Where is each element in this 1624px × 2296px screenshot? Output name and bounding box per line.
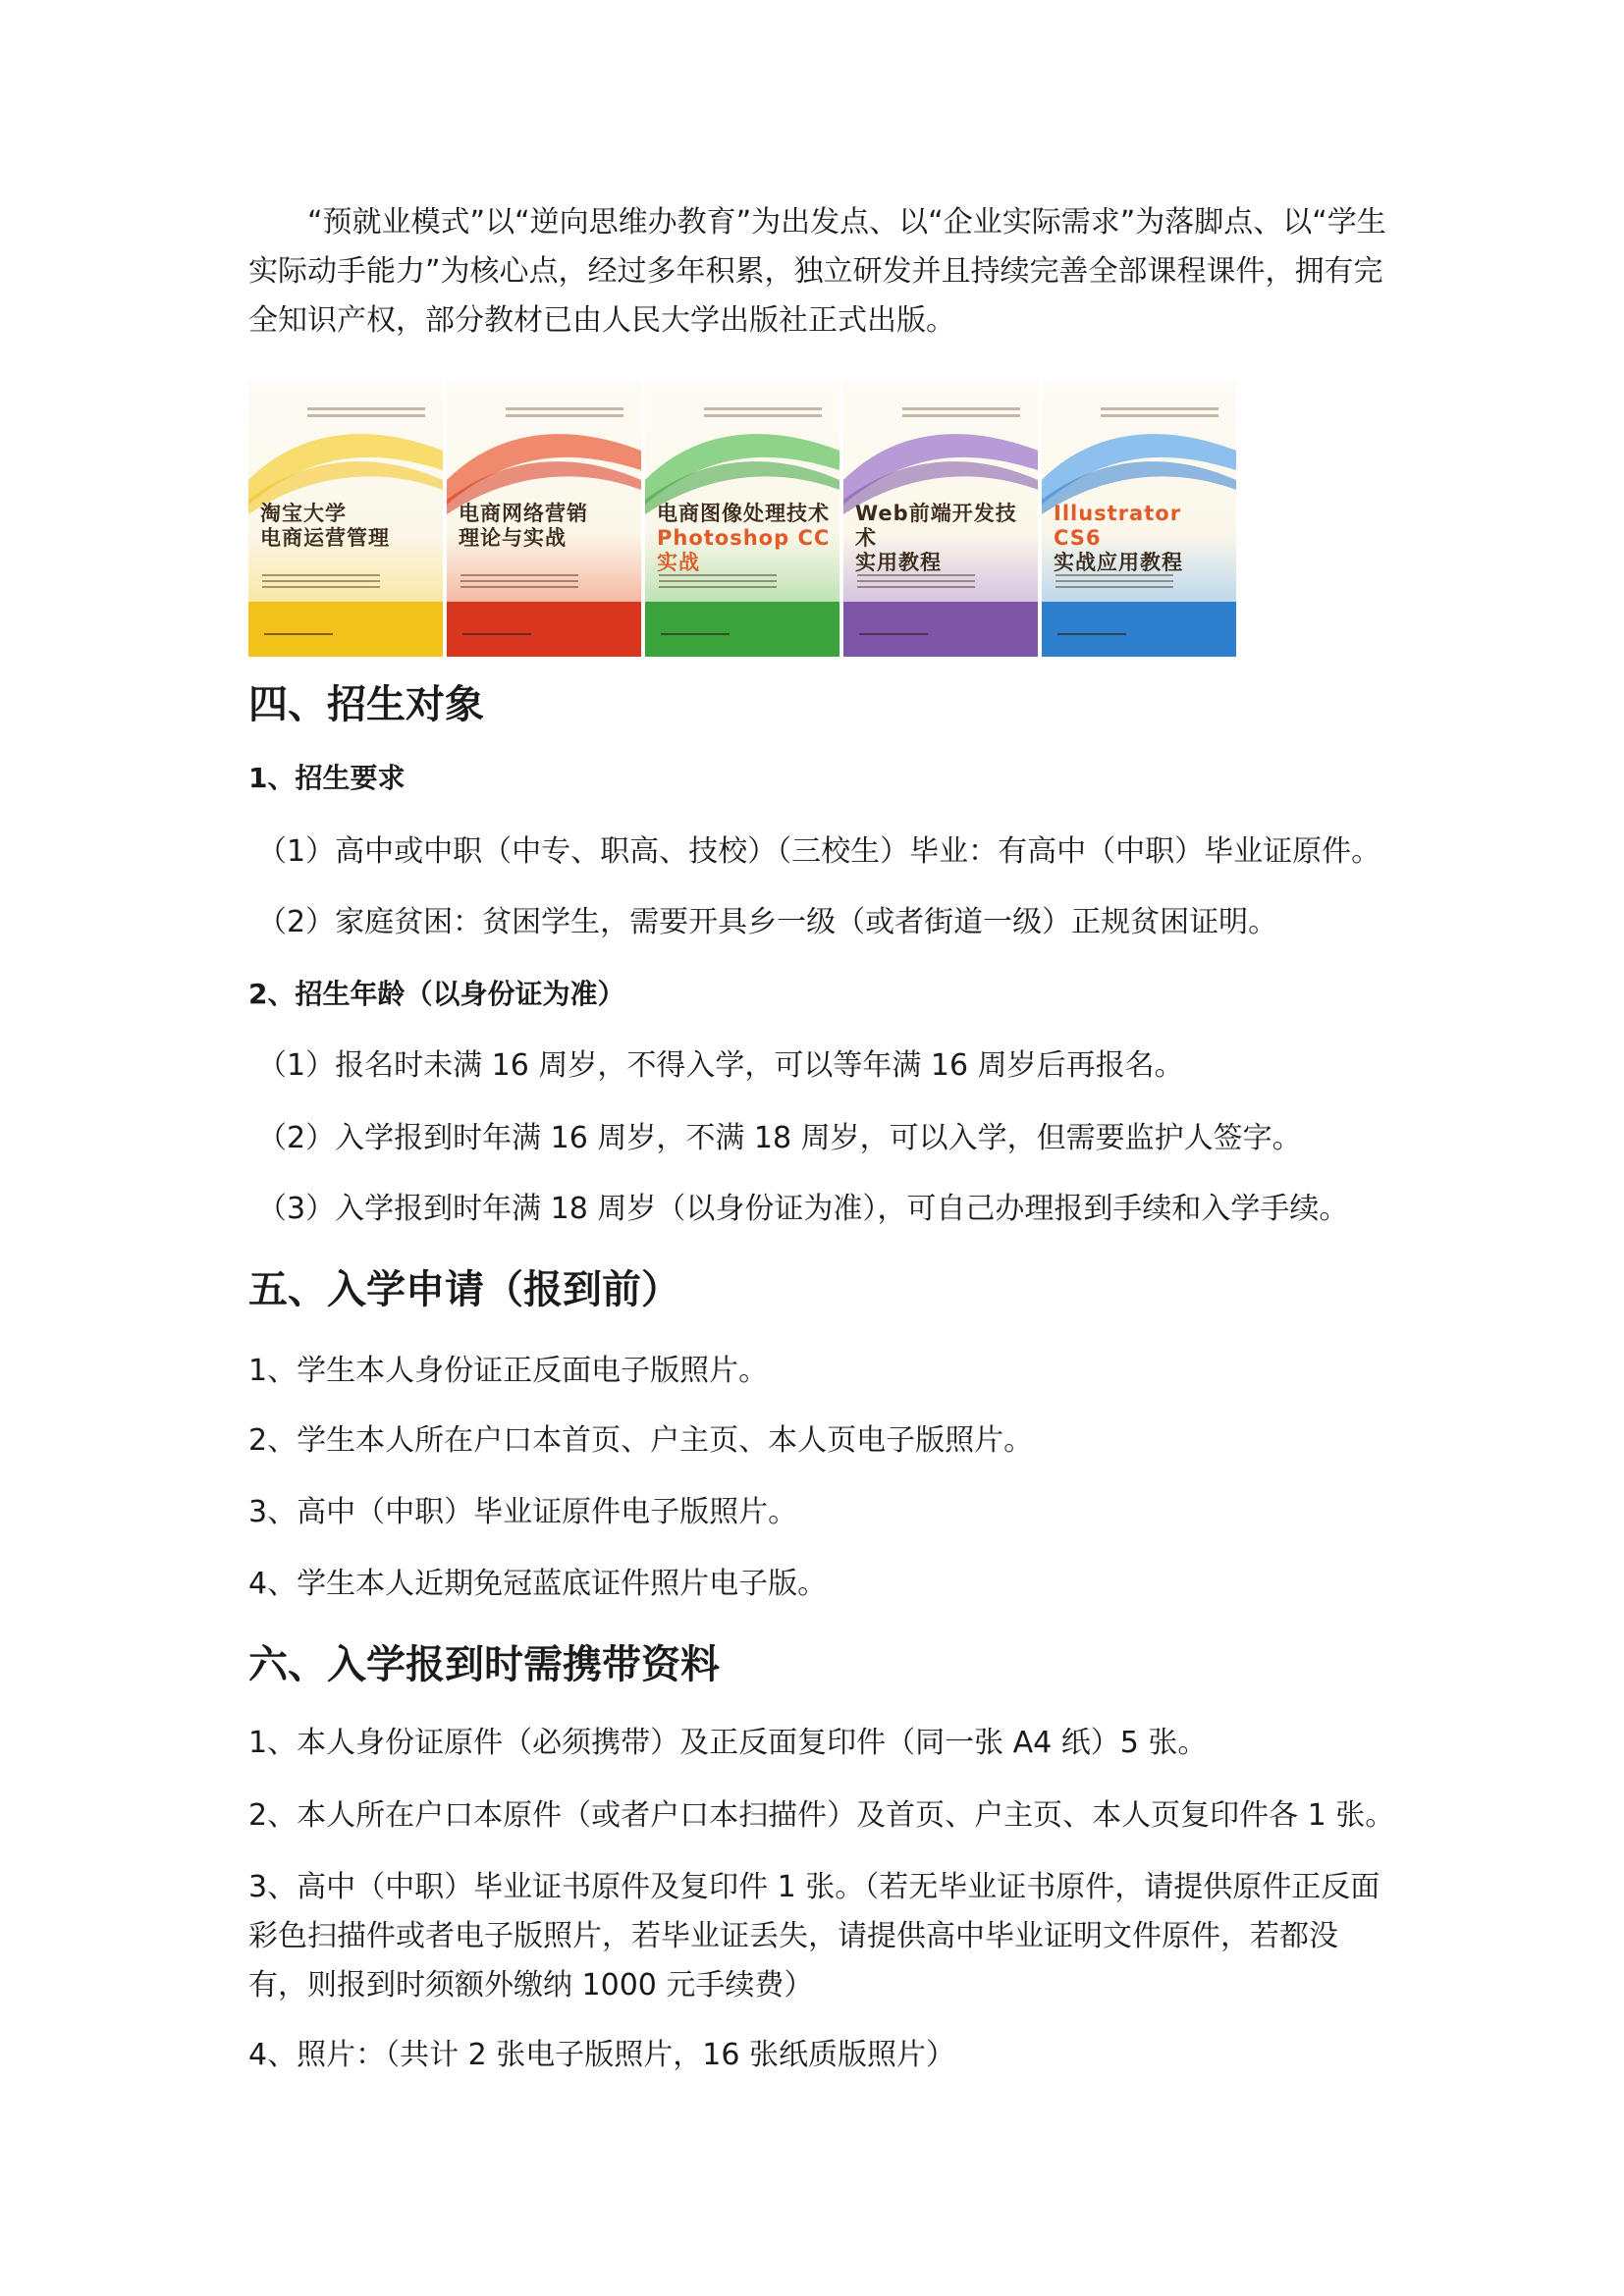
book-title: 淘宝大学 电商运营管理: [260, 502, 390, 550]
subheading-age: 2、招生年龄（以身份证为准）: [248, 978, 625, 1010]
age-item: （2）入学报到时年满 16 周岁，不满 18 周岁，可以入学，但需要监护人签字。: [257, 1121, 1302, 1155]
intro-paragraph: “预就业模式”以“逆向思维办教育”为出发点、以“企业实际需求”为落脚点、以“学生实际动手能力”为核心点，经过多年积累，独立研发并且持续完善全部课程课件，拥有完全知识产权，部分教材已由人民大学出版社正式出版。: [248, 205, 1386, 338]
cover-series-text: [902, 403, 1020, 421]
cover-author-text: [659, 570, 777, 592]
cover-publisher-text: [859, 633, 928, 635]
book-cover: [1042, 382, 1236, 657]
age-item: （1）报名时未满 16 周岁，不得入学，可以等年满 16 周岁后再报名。: [257, 1048, 1184, 1083]
cover-publisher-text: [462, 633, 531, 635]
application-item: 2、学生本人所在户口本首页、户主页、本人页电子版照片。: [248, 1423, 1034, 1458]
requirement-item: （1）高中或中职（中专、职高、技校）（三校生）毕业：有高中（中职）毕业证原件。: [257, 834, 1381, 869]
cover-color-band: [645, 602, 839, 657]
book-title: 电商网络营销 理论与实战: [459, 502, 588, 550]
cover-series-text: [506, 403, 623, 421]
application-item: 4、学生本人近期免冠蓝底证件照片电子版。: [248, 1567, 828, 1601]
cover-color-band: [843, 602, 1038, 657]
cover-series-text: [307, 403, 425, 421]
section-heading-enrollment: 四、招生对象: [248, 682, 484, 727]
section-heading-materials: 六、入学报到时需携带资料: [248, 1642, 720, 1687]
cover-author-text: [460, 570, 578, 592]
cover-series-text: [704, 403, 822, 421]
book-cover: [843, 382, 1038, 657]
cover-author-text: [262, 570, 380, 592]
book-title: Web前端开发技术 实用教程: [855, 502, 1017, 574]
book-cover: [447, 382, 641, 657]
requirement-item: （2）家庭贫困：贫困学生，需要开具乡一级（或者街道一级）正规贫困证明。: [257, 905, 1278, 939]
book-cover: [645, 382, 839, 657]
cover-publisher-text: [1057, 633, 1126, 635]
subheading-requirements: 1、招生要求: [248, 762, 406, 794]
cover-author-text: [1056, 570, 1173, 592]
section-heading-application: 五、入学申请（报到前）: [248, 1267, 680, 1312]
cover-author-text: [857, 570, 975, 592]
cover-color-band: [1042, 602, 1236, 657]
cover-color-band: [248, 602, 443, 657]
book-cover: [248, 382, 443, 657]
materials-item: 2、本人所在户口本原件（或者户口本扫描件）及首页、户主页、本人页复印件各 1 张。: [248, 1798, 1395, 1833]
cover-color-band: [447, 602, 641, 657]
materials-item: 4、照片：（共计 2 张电子版照片，16 张纸质版照片）: [248, 2038, 955, 2072]
materials-item: 3、高中（中职）毕业证书原件及复印件 1 张。（若无毕业证书原件，请提供原件正反面彩色扫描件或者电子版照片，若毕业证丢失，请提供高中毕业证明文件原件，若都没有，则报到时须额外缴纳 1000 元手续费）: [248, 1870, 1380, 2002]
age-item: （3）入学报到时年满 18 周岁（以身份证为准），可自己办理报到手续和入学手续。: [257, 1192, 1349, 1226]
textbook-covers: [248, 382, 1240, 657]
cover-publisher-text: [661, 633, 730, 635]
application-item: 1、学生本人身份证正反面电子版照片。: [248, 1354, 769, 1388]
book-title: Illustrator CS6 实战应用教程: [1054, 502, 1183, 574]
book-title: 电商图像处理技术 Photoshop CC实战: [657, 502, 831, 574]
materials-item: 1、本人身份证原件（必须携带）及正反面复印件（同一张 A4 纸）5 张。: [248, 1726, 1208, 1760]
application-item: 3、高中（中职）毕业证原件电子版照片。: [248, 1495, 798, 1529]
cover-series-text: [1101, 403, 1218, 421]
cover-publisher-text: [264, 633, 333, 635]
